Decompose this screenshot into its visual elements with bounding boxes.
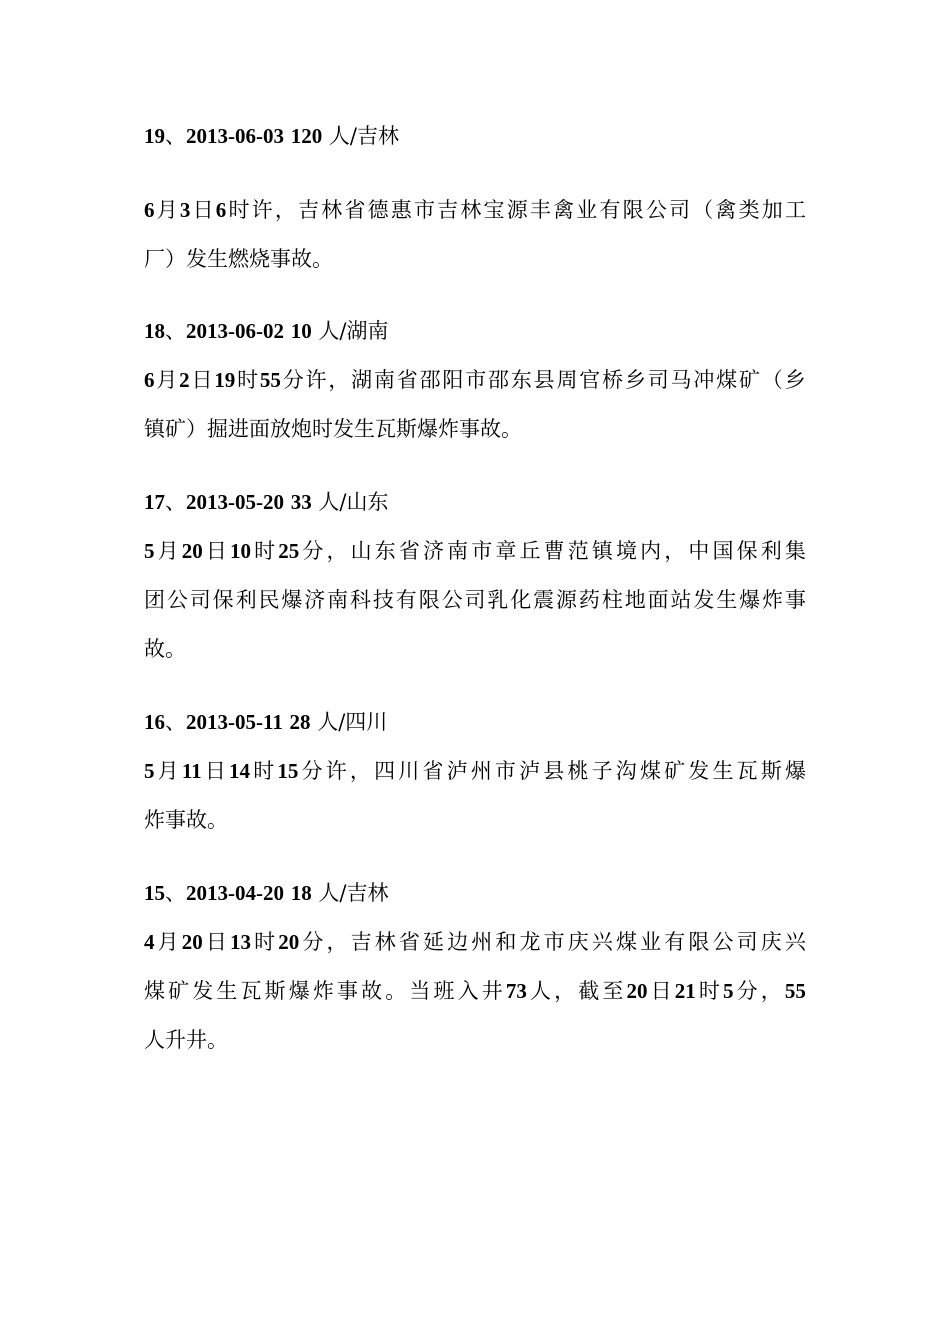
entry-text-line: 6 月 3 日 6 时 许 ， 吉 林 省 德 惠 市 吉 林 宝 源 丰 禽 业 有 限 公 司 （ 禽 类 加 工: [144, 198, 806, 222]
entry-text-line: 人升井。: [144, 1028, 228, 1052]
entry-text-line: 5 月 11 日 14 时 15 分 许 ， 四 川 省 泸 州 市 泸 县 桃 子 沟 煤 矿 发 生 瓦 斯 爆: [144, 759, 806, 783]
entry-text-line: 煤 矿 发 生 瓦 斯 爆 炸 事 故 。 当 班 入 井 73 人 ， 截 至 20 日 21 时 5 分 ， 55: [144, 979, 806, 1003]
entry-text-line: 6 月 2 日 19 时 55 分 许 ， 湖 南 省 邵 阳 市 邵 东 县 周 官 桥 乡 司 马 冲 煤 矿 （ 乡: [144, 368, 806, 392]
entry-heading: 18、2013-06-02 10 人/湖南: [144, 319, 389, 343]
entry-text-line: 故。: [144, 637, 186, 661]
entry-text-line: 团 公 司 保 利 民 爆 济 南 科 技 有 限 公 司 乳 化 震 源 药 柱 地 面 站 发 生 爆 炸 事: [144, 588, 806, 612]
entry-heading: 16、2013-05-11 28 人/四川: [144, 710, 388, 734]
entry-text-line: 4 月 20 日 13 时 20 分 ， 吉 林 省 延 边 州 和 龙 市 庆 兴 煤 业 有 限 公 司 庆 兴: [144, 930, 806, 954]
entry-heading: 15、2013-04-20 18 人/吉林: [144, 881, 389, 905]
entry-heading: 17、2013-05-20 33 人/山东: [144, 490, 389, 514]
entry-text-line: 厂）发生燃烧事故。: [144, 247, 333, 271]
entry-text-line: 5 月 20 日 10 时 25 分 ， 山 东 省 济 南 市 章 丘 曹 范 镇 境 内 ， 中 国 保 利 集: [144, 539, 806, 563]
entry-heading: 19、2013-06-03 120 人/吉林: [144, 124, 399, 148]
entry-text-line: 镇矿）掘进面放炮时发生瓦斯爆炸事故。: [144, 417, 522, 441]
entry-text-line: 炸事故。: [144, 808, 228, 832]
